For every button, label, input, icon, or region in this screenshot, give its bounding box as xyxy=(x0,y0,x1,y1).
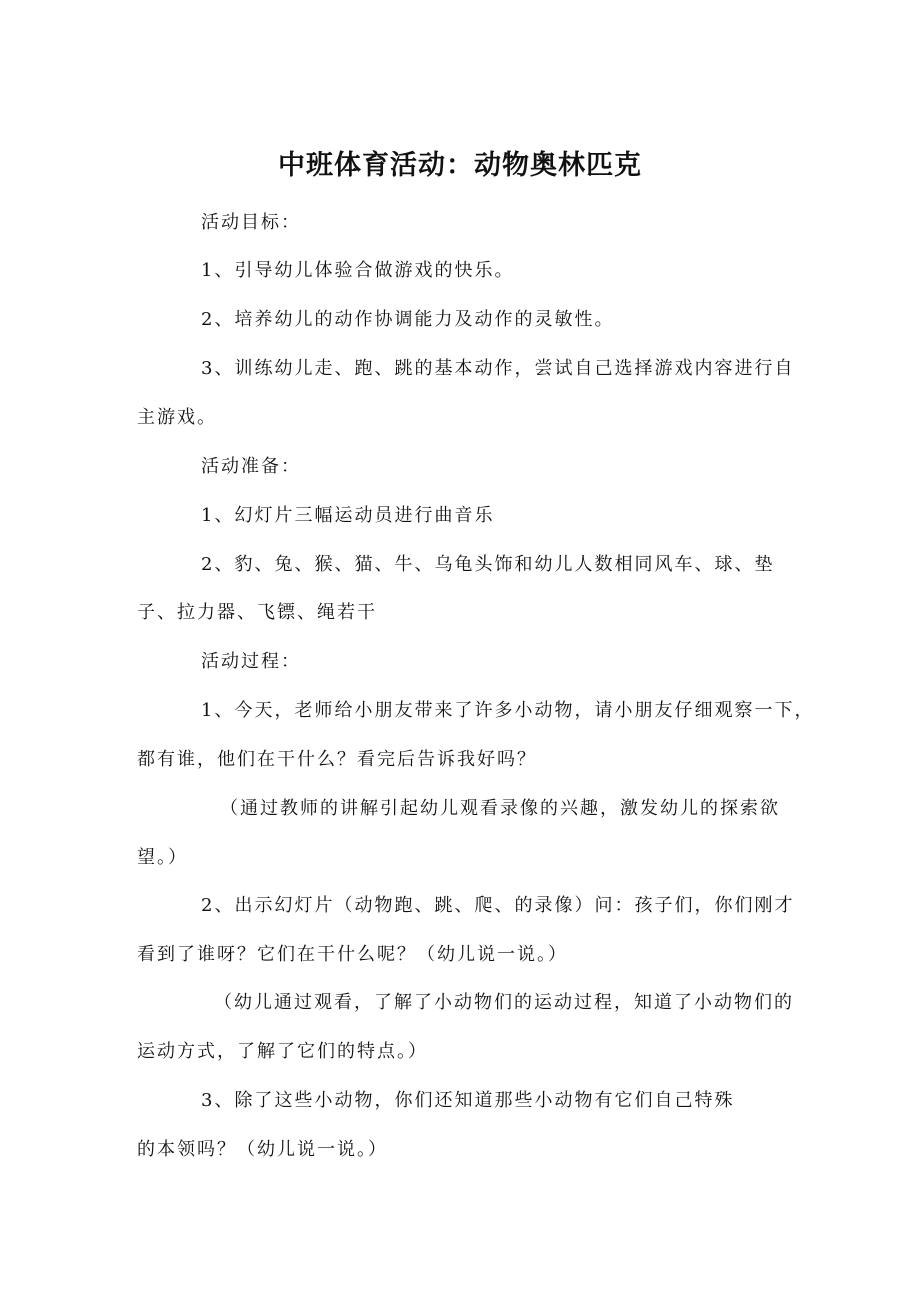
paragraph-line: 2、豹、兔、猴、猫、牛、乌龟头饰和幼儿人数相同风车、球、垫 xyxy=(201,554,775,575)
paragraph-line: 2、培养幼儿的动作协调能力及动作的灵敏性。 xyxy=(201,309,615,330)
paragraph-line: 2、出示幻灯片（动物跑、跳、爬、的录像）问：孩子们，你们刚才 xyxy=(201,895,795,916)
paragraph-line: 都有谁，他们在干什么？看完后告诉我好吗？ xyxy=(137,749,537,770)
paragraph-line: 子、拉力器、飞镖、绳若干 xyxy=(137,602,377,623)
section-heading-goals: 活动目标： xyxy=(201,212,301,233)
paragraph-line: 1、幻灯片三幅运动员进行曲音乐 xyxy=(201,505,495,526)
paragraph-line: 3、除了这些小动物，你们还知道那些小动物有它们自己特殊 xyxy=(201,1090,735,1111)
paragraph-line: 主游戏。 xyxy=(137,407,217,428)
paragraph-line: （幼儿通过观看，了解了小动物们的运动过程，知道了小动物们的 xyxy=(214,992,794,1013)
section-heading-process: 活动过程： xyxy=(201,651,301,672)
paragraph-line: 的本领吗？（幼儿说一说。） xyxy=(137,1139,388,1160)
paragraph-line: 望。） xyxy=(137,847,188,868)
paragraph-line: （通过教师的讲解引起幼儿观看录像的兴趣，激发幼儿的探索欲 xyxy=(220,798,780,819)
section-heading-preparation: 活动准备： xyxy=(201,456,301,477)
paragraph-line: 看到了谁呀？它们在干什么呢？（幼儿说一说。） xyxy=(137,944,568,965)
paragraph-line: 运动方式，了解了它们的特点。） xyxy=(137,1041,428,1062)
paragraph-line: 1、今天，老师给小朋友带来了许多小动物，请小朋友仔细观察一下， xyxy=(201,700,815,721)
document-title: 中班体育活动：动物奥林匹克 xyxy=(278,150,642,181)
paragraph-line: 1、引导幼儿体验合做游戏的快乐。 xyxy=(201,260,515,281)
paragraph-line: 3、训练幼儿走、跑、跳的基本动作，尝试自己选择游戏内容进行自 xyxy=(201,358,795,379)
